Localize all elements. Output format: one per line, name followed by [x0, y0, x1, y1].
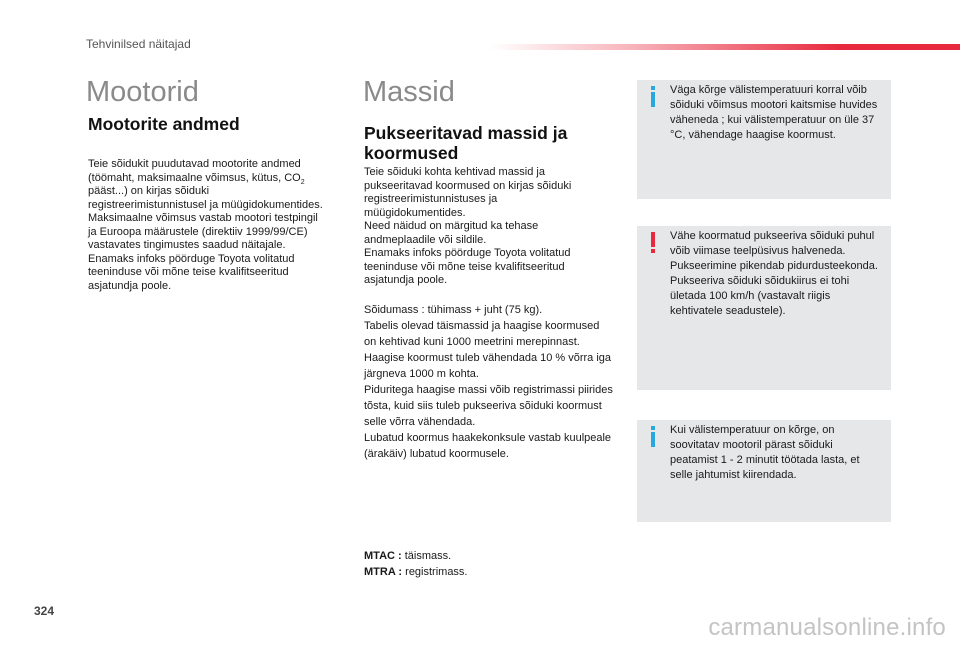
engine-data-subtitle: Mootorite andmed — [88, 114, 240, 134]
note-engine-cooling-text: Kui välistemperatuur on kõrge, on soovitatav mootoril pärast sõiduki peatamist 1 - 2 minutit töötada lasta, et selle jahtumist kiirendada. — [670, 424, 860, 481]
info-icon — [647, 86, 659, 108]
header-accent-line — [490, 44, 960, 50]
watermark: carmanualsonline.info — [708, 614, 946, 641]
towing-braking-text: Pukseerimine pikendab pidurdusteekonda. — [670, 260, 878, 272]
abbr-mtra-value: registrimass. — [402, 566, 468, 578]
masses-title: Massid — [363, 76, 455, 108]
note-high-temperature-text: Väga kõrge välistemperatuuri korral võib sõiduki võimsus mootori kaitsmise huvides väheneda ; kui välistemperatuur on üle 37 °C, vähendage haagise koormust. — [670, 84, 878, 141]
note-towing-warning-text — [670, 229, 881, 319]
abbr-mtac-key: MTAC : — [364, 550, 402, 562]
max-power-text: Maksimaalne võimsus vastab mootori testpingil ja Euroopa määrustele (direktiiv 1999/99/CE) vastavates tingimustes saadud näitajale. — [88, 212, 318, 251]
engine-data-text-a: Teie sõidukit puudutavad mootorite andmed (töömaht, maksimaalne võimsus, kütus, CO — [88, 158, 301, 184]
towbar-load-text: Lubatud koormus haakekonksule vastab kuulpeale (ärakäiv) lubatud koormusele. — [364, 432, 612, 460]
info-icon — [647, 426, 659, 448]
towing-stability-text: Vähe koormatud pukseeriva sõiduki puhul võib viimase teelpüsivus halveneda. — [670, 230, 875, 257]
masses-docs-text: Teie sõiduki kohta kehtivad massid ja pukseeritavad koormused on kirjas sõiduki registreerimistunnistuses ja müügidokumentides. — [364, 166, 572, 219]
masses-paragraph — [364, 166, 599, 288]
masses-plate-text: Need näidud on märgitud ka tehase andmeplaadile või sildile. — [364, 220, 539, 246]
warning-icon — [647, 232, 659, 254]
section-header: Tehvinilsed näitajad — [86, 37, 191, 51]
towed-masses-subtitle: Pukseeritavad massid ja koormused — [364, 123, 568, 163]
abbr-mtra-key: MTRA : — [364, 566, 403, 578]
masses-details-paragraph — [364, 302, 614, 462]
engine-data-text-b: pääst...) on kirjas sõiduki registreerimistunnistusel ja müügidokumentides. — [88, 185, 323, 211]
page-number: 324 — [34, 604, 55, 618]
abbreviation-mtac — [364, 549, 451, 564]
braked-trailer-text: Piduritega haagise massi võib registrimassi piirides tõsta, kuid siis tuleb pukseeriva sõiduki koormust selle võrra vähendada. — [364, 384, 613, 428]
note-box-high-temperature — [637, 80, 891, 199]
note-box-towing-warning — [637, 226, 891, 390]
engine-contact-text: Enamaks infoks pöörduge Toyota volitatud teeninduse või mõne teise kvalifitseeritud asjatundja poole. — [88, 252, 295, 292]
masses-contact-text: Enamaks infoks pöörduge Toyota volitatud teeninduse või mõne teise kvalifitseeritud asjatundja poole. — [364, 247, 571, 286]
abbr-mtac-value: täismass. — [401, 550, 452, 562]
kerb-mass-text: Sõidumass : tühimass + juht (75 kg). — [364, 304, 543, 316]
co2-subscript: 2 — [300, 178, 305, 186]
engines-title: Mootorid — [86, 76, 199, 108]
note-box-engine-cooling — [637, 420, 891, 522]
towing-speed-text: Pukseeriva sõiduki sõidukiirus ei tohi ületada 100 km/h (vastavalt riigis kehtivatele seadustele). — [670, 275, 850, 317]
engine-data-paragraph — [88, 158, 323, 293]
abbreviation-mtra — [364, 565, 468, 580]
altitude-text: Tabelis olevad täismassid ja haagise koormused on kehtivad kuni 1000 meetrini merepinnast. Haagise koormust tuleb vähendada 10 % võrra iga järgneva 1000 m kohta. — [364, 320, 612, 380]
